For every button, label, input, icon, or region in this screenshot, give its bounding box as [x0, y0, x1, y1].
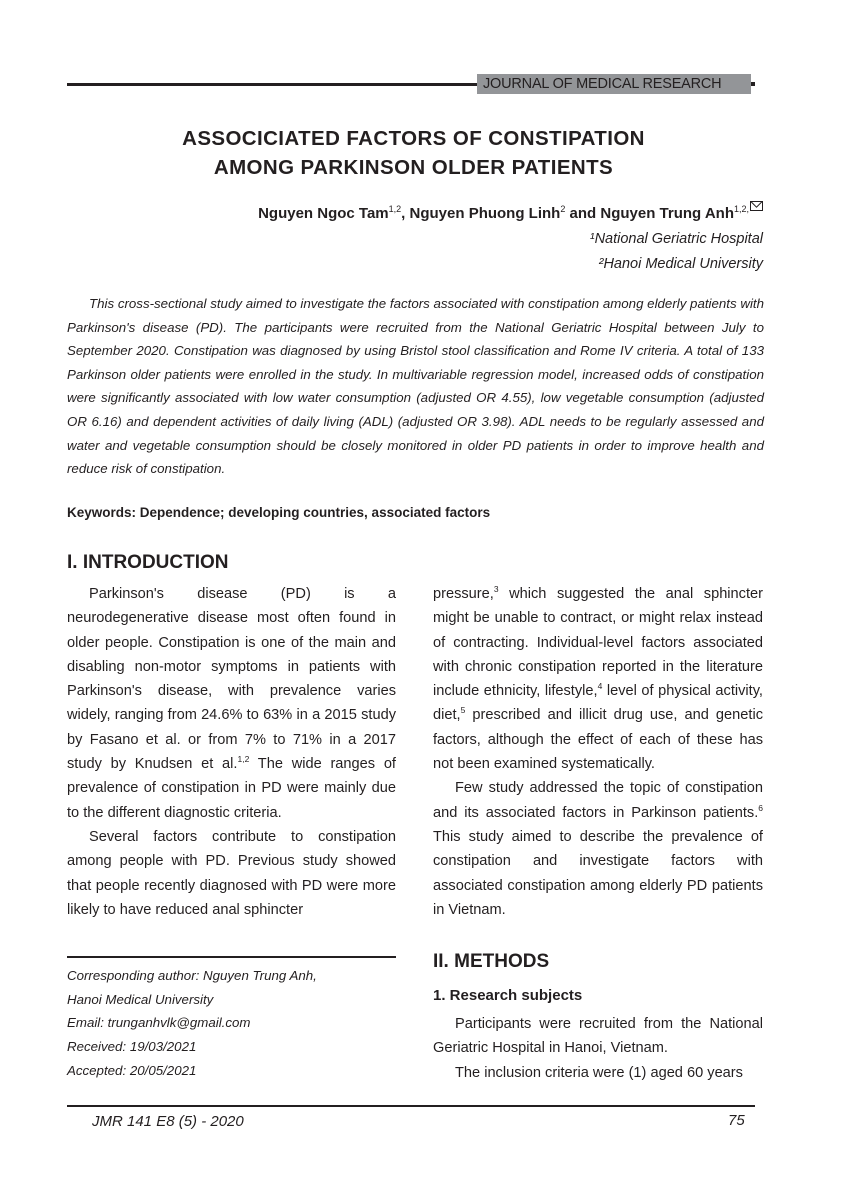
title-line-2: AMONG PARKINSON OLDER PATIENTS — [213, 156, 614, 179]
keywords: Keywords: Dependence; developing countries, associated factors — [67, 505, 491, 520]
author-3-affil: 1,2, — [733, 204, 749, 214]
received-date: Received: 19/03/2021 — [67, 1039, 197, 1055]
author-1-affil: 1,2 — [388, 204, 402, 214]
intro-paragraph-2-continued: pressure,$^3$ which suggested the anal sphincter might be unable to contract, or might relax instead of contracting. Individual-level factors associated with chronic constipation reported in the literature include ethnicity, lifestyle,$^4$ level of physical activity, diet,$^5$ prescribed and illicit drug use, and genetic factors, although the effect of each of these has not been examined systematically. — [433, 584, 763, 773]
corresponding-author-footnote — [67, 964, 317, 1083]
affiliation-2: ²Hanoi Medical University — [598, 256, 763, 272]
corresponding-author: Corresponding author: Nguyen Trung Anh, — [67, 968, 317, 983]
abstract: This cross-sectional study aimed to investigate the factors associated with constipation among elderly patients with Parkinson's disease (PD). The participants were recruited from the National Geriatric Hospital between July to September 2020. Constipation was diagnosed by using Bristol stool classification and Rome IV criteria. A total of 133 Parkinson older patients were enrolled in the study. In multivariable regression model, increased odds of constipation were significantly associated with low water consumption (adjusted OR 4.55), low vegetable consumption (adjusted OR 6.16) and dependent activities of daily living (ADL) (adjusted OR 3.98). ADL needs to be regularly assessed and water and vegetable consumption should be closely monitored in older PD patients in order to improve health and reduce risk of constipation. — [67, 296, 764, 477]
author-email: Email: trunganhvlk@gmail.com — [67, 1015, 251, 1031]
author-2-affil: 2 — [560, 204, 566, 214]
mail-icon — [750, 201, 763, 211]
methods-paragraph-1: Participants were recruited from the National Geriatric Hospital in Hanoi, Vietnam. — [433, 1016, 763, 1057]
methods-heading: II. METHODS — [433, 951, 550, 972]
introduction-heading: I. INTRODUCTION — [67, 552, 229, 573]
citation-superscript: 1,2 — [237, 754, 250, 765]
footer-rule — [67, 1105, 755, 1107]
author-3: Nguyen Trung Anh — [600, 205, 734, 222]
left-column — [67, 582, 396, 922]
author-institution: Hanoi Medical University — [67, 991, 214, 1007]
intro-paragraph-3: Few study addressed the topic of constipation and its associated factors in Parkinson patients.$^6$ This study aimed to describe the prevalence of constipation and investigate factors with associated constipation among elderly PD patients in Vietnam. — [433, 780, 763, 918]
title-line-1: ASSOCICIATED FACTORS OF CONSTIPATION — [182, 127, 645, 150]
journal-citation: JMR 141 E8 (5) - 2020 — [92, 1113, 244, 1130]
page-number: 75 — [728, 1112, 745, 1129]
author-separator: and — [565, 205, 601, 222]
intro-paragraph-2: Several factors contribute to constipation among people with PD. Previous study showed that people recently diagnosed with PD were more likely to have reduced anal sphincter — [67, 828, 396, 918]
header-dot — [751, 82, 755, 86]
research-subjects-heading: 1. Research subjects — [433, 987, 583, 1004]
footnote-rule — [67, 956, 396, 958]
header-rule — [67, 83, 477, 86]
accepted-date: Accepted: 20/05/2021 — [67, 1062, 197, 1078]
journal-name: JOURNAL OF MEDICAL RESEARCH — [477, 74, 751, 94]
author-separator: , — [401, 205, 410, 222]
article-title — [67, 124, 760, 182]
affiliation-1: ¹National Geriatric Hospital — [589, 231, 763, 247]
author-list — [258, 204, 763, 222]
author-1: Nguyen Ngoc Tam — [258, 205, 389, 222]
intro-paragraph-1: Parkinson's disease (PD) is a neurodegenerative disease most often found in older people. Constipation is one of the main and disabling non-motor symptoms in patients with Parkinson's disease, with prevalence varies widely, ranging from 24.6% to 63% in a 2015 study by Fasano et al. or from 7% to 71% in a 2017 study by Knudsen et al.$^{1,2}$ The wide ranges of prevalence of constipation in PD were mainly due to the different diagnostic criteria. — [67, 586, 396, 821]
author-2: Nguyen Phuong Linh — [409, 205, 561, 222]
right-column — [433, 582, 763, 922]
methods-paragraph-2: The inclusion criteria were (1) aged 60 years — [455, 1064, 743, 1081]
methods-body — [433, 1012, 763, 1085]
